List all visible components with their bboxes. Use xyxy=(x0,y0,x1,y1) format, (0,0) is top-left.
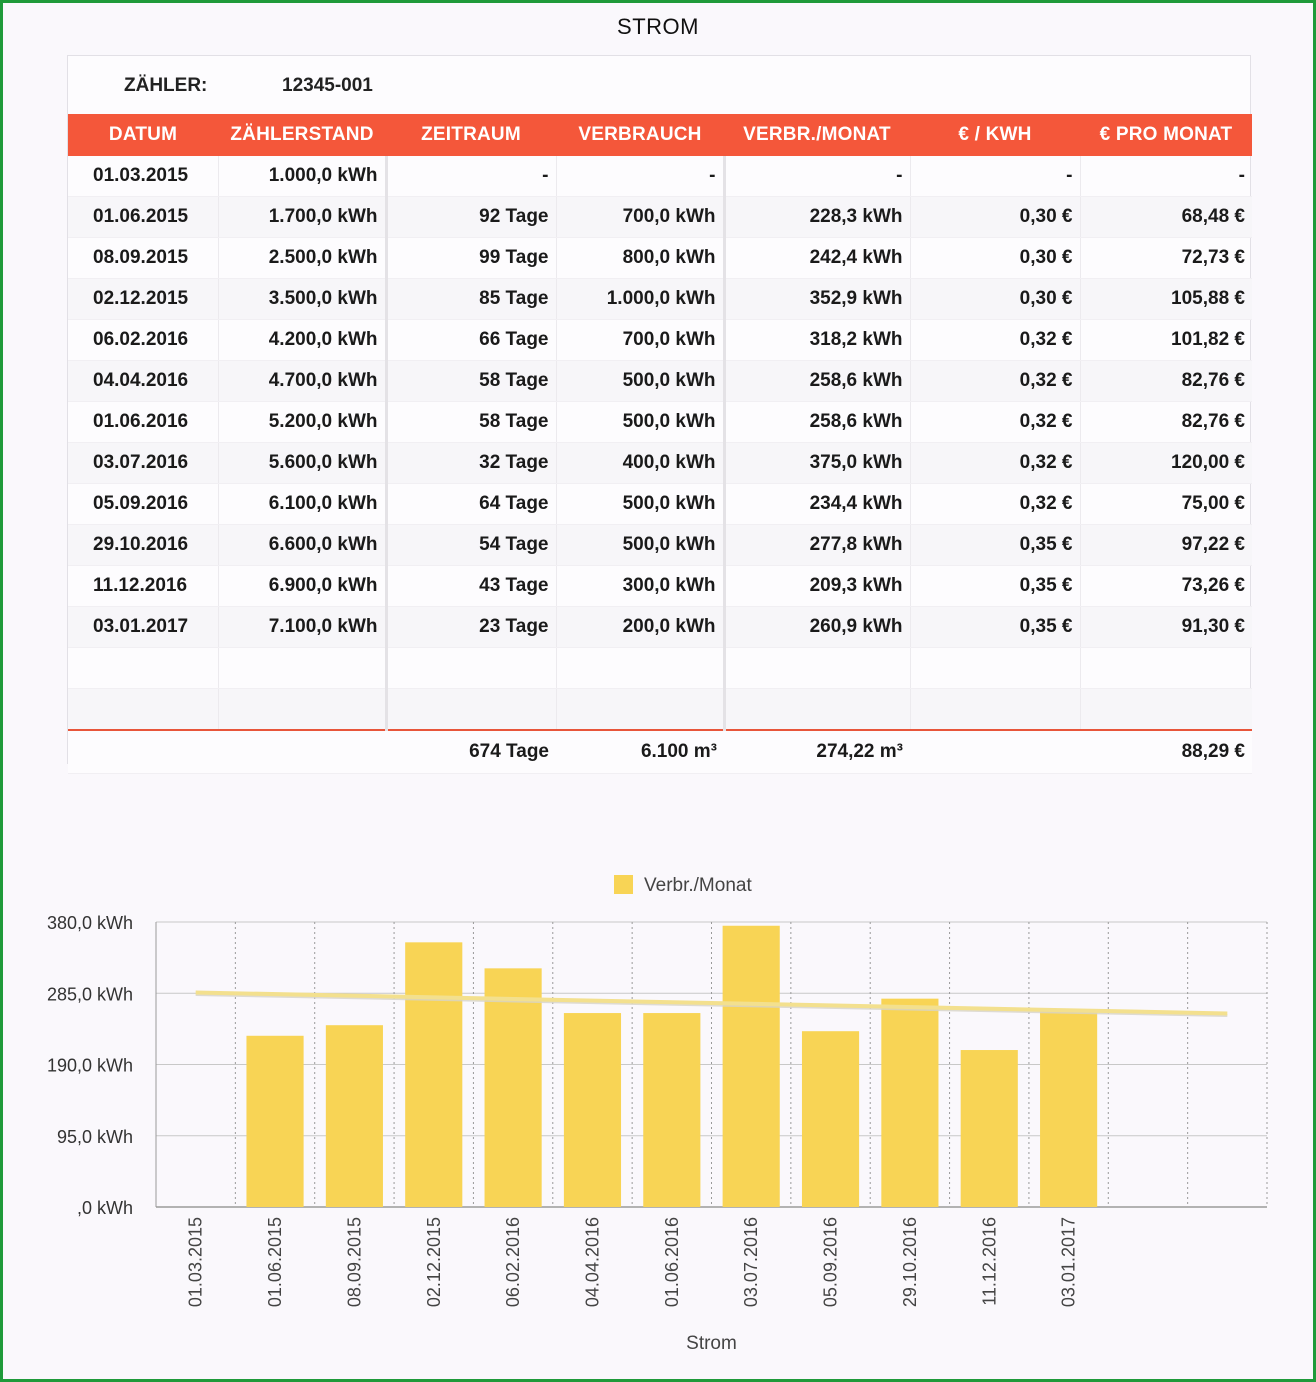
table-cell[interactable]: 85 Tage xyxy=(386,279,556,320)
table-cell[interactable]: 0,30 € xyxy=(910,279,1080,320)
table-cell[interactable]: 105,88 € xyxy=(1080,279,1252,320)
table-cell[interactable] xyxy=(386,648,556,689)
table-cell[interactable] xyxy=(218,648,386,689)
table-cell[interactable]: 400,0 kWh xyxy=(556,443,724,484)
table-cell[interactable]: 6.600,0 kWh xyxy=(218,525,386,566)
table-cell[interactable]: 08.09.2015 xyxy=(68,238,218,279)
x-tick-label: 01.06.2015 xyxy=(265,1217,286,1308)
table-cell[interactable]: 0,35 € xyxy=(910,525,1080,566)
table-cell[interactable]: 58 Tage xyxy=(386,402,556,443)
table-cell[interactable] xyxy=(724,689,910,731)
table-row[interactable] xyxy=(68,443,1252,484)
table-cell[interactable]: 0,32 € xyxy=(910,361,1080,402)
x-tick-label: 29.10.2016 xyxy=(899,1217,920,1308)
x-tick-label: 03.01.2017 xyxy=(1058,1217,1079,1308)
table-cell[interactable]: 03.07.2016 xyxy=(68,443,218,484)
table-cell[interactable]: 82,76 € xyxy=(1080,361,1252,402)
table-row[interactable] xyxy=(68,320,1252,361)
table-cell[interactable]: 700,0 kWh xyxy=(556,197,724,238)
table-cell[interactable]: 64 Tage xyxy=(386,484,556,525)
table-cell[interactable]: 23 Tage xyxy=(386,607,556,648)
meter-row xyxy=(68,56,1250,114)
meter-label: ZÄHLER: xyxy=(124,75,208,96)
table-row[interactable] xyxy=(68,361,1252,402)
bar xyxy=(485,968,542,1207)
y-tick-label: 190,0 kWh xyxy=(46,1055,133,1076)
total-cell: 88,29 € xyxy=(1080,730,1252,774)
table-cell[interactable]: 92 Tage xyxy=(386,197,556,238)
table-cell[interactable]: 300,0 kWh xyxy=(556,566,724,607)
table-cell[interactable]: 258,6 kWh xyxy=(724,361,910,402)
table-cell[interactable]: 3.500,0 kWh xyxy=(218,279,386,320)
table-cell[interactable]: 6.900,0 kWh xyxy=(218,566,386,607)
table-cell[interactable]: 68,48 € xyxy=(1080,197,1252,238)
table-cell[interactable]: 700,0 kWh xyxy=(556,320,724,361)
table-cell[interactable]: 500,0 kWh xyxy=(556,402,724,443)
bar xyxy=(643,1013,700,1207)
column-header[interactable]: VERBR./MONAT xyxy=(724,114,910,156)
total-cell xyxy=(68,730,218,774)
table-row[interactable] xyxy=(68,197,1252,238)
table-cell[interactable]: 375,0 kWh xyxy=(724,443,910,484)
table-cell[interactable]: 234,4 kWh xyxy=(724,484,910,525)
table-cell[interactable] xyxy=(910,689,1080,731)
consumption-sheet xyxy=(67,55,1251,764)
table-cell[interactable]: 11.12.2016 xyxy=(68,566,218,607)
chart-legend[interactable] xyxy=(614,875,752,896)
table-cell[interactable]: 2.500,0 kWh xyxy=(218,238,386,279)
x-tick-label: 03.07.2016 xyxy=(741,1217,762,1308)
page-title: STROM xyxy=(617,14,699,39)
table-cell[interactable]: 0,32 € xyxy=(910,320,1080,361)
table-cell[interactable]: 54 Tage xyxy=(386,525,556,566)
table-cell[interactable]: 260,9 kWh xyxy=(724,607,910,648)
bar xyxy=(1040,1011,1097,1207)
table-cell[interactable]: 32 Tage xyxy=(386,443,556,484)
table-cell[interactable]: 242,4 kWh xyxy=(724,238,910,279)
table-cell[interactable]: 1.000,0 kWh xyxy=(556,279,724,320)
table-cell[interactable] xyxy=(910,648,1080,689)
bar xyxy=(961,1050,1018,1207)
table-cell[interactable]: 4.200,0 kWh xyxy=(218,320,386,361)
table-cell[interactable]: 7.100,0 kWh xyxy=(218,607,386,648)
total-cell xyxy=(910,730,1080,774)
table-cell[interactable]: 04.04.2016 xyxy=(68,361,218,402)
table-cell[interactable]: 6.100,0 kWh xyxy=(218,484,386,525)
table-cell[interactable] xyxy=(556,648,724,689)
table-cell[interactable]: 500,0 kWh xyxy=(556,484,724,525)
table-cell[interactable]: 99 Tage xyxy=(386,238,556,279)
y-tick-label: ,0 kWh xyxy=(76,1198,133,1218)
readings-table xyxy=(68,114,1252,774)
table-cell[interactable]: 82,76 € xyxy=(1080,402,1252,443)
table-cell[interactable]: - xyxy=(556,156,724,197)
table-cell[interactable]: - xyxy=(724,156,910,197)
x-tick-label: 01.06.2016 xyxy=(661,1217,682,1308)
total-cell xyxy=(218,730,386,774)
x-tick-label: 05.09.2016 xyxy=(820,1217,841,1308)
table-cell[interactable]: 0,35 € xyxy=(910,607,1080,648)
table-cell[interactable]: 75,00 € xyxy=(1080,484,1252,525)
table-cell[interactable]: 228,3 kWh xyxy=(724,197,910,238)
table-cell[interactable]: 97,22 € xyxy=(1080,525,1252,566)
table-cell[interactable]: 73,26 € xyxy=(1080,566,1252,607)
bar xyxy=(564,1013,621,1207)
table-cell[interactable]: 66 Tage xyxy=(386,320,556,361)
table-cell[interactable]: 72,73 € xyxy=(1080,238,1252,279)
table-cell[interactable] xyxy=(724,648,910,689)
table-row[interactable] xyxy=(68,238,1252,279)
table-cell[interactable]: 0,35 € xyxy=(910,566,1080,607)
table-cell[interactable]: 209,3 kWh xyxy=(724,566,910,607)
table-cell[interactable] xyxy=(218,689,386,731)
legend-label: Verbr./Monat xyxy=(644,875,752,896)
table-cell[interactable]: 58 Tage xyxy=(386,361,556,402)
column-header[interactable]: € PRO MONAT xyxy=(1080,114,1252,156)
table-cell[interactable]: 0,30 € xyxy=(910,197,1080,238)
table-cell[interactable]: 4.700,0 kWh xyxy=(218,361,386,402)
table-header-row xyxy=(68,114,1252,156)
table-cell[interactable] xyxy=(1080,689,1252,731)
table-cell[interactable]: 800,0 kWh xyxy=(556,238,724,279)
table-cell[interactable]: 500,0 kWh xyxy=(556,525,724,566)
table-cell[interactable]: 06.02.2016 xyxy=(68,320,218,361)
table-cell[interactable]: 277,8 kWh xyxy=(724,525,910,566)
y-tick-label: 285,0 kWh xyxy=(46,984,133,1005)
table-row[interactable] xyxy=(68,402,1252,443)
x-tick-label: 06.02.2016 xyxy=(503,1217,524,1308)
column-header[interactable]: DATUM xyxy=(68,114,218,156)
table-row[interactable] xyxy=(68,648,1252,689)
table-cell[interactable]: 03.01.2017 xyxy=(68,607,218,648)
table-row[interactable] xyxy=(68,484,1252,525)
table-cell[interactable]: 200,0 kWh xyxy=(556,607,724,648)
bar xyxy=(881,999,938,1207)
bar xyxy=(802,1031,859,1207)
column-header[interactable]: € / KWH xyxy=(910,114,1080,156)
table-cell[interactable] xyxy=(1080,648,1252,689)
bar-chart-svg xyxy=(0,860,1316,1360)
consumption-chart xyxy=(0,860,1316,1360)
table-cell[interactable]: 5.200,0 kWh xyxy=(218,402,386,443)
table-row[interactable] xyxy=(68,566,1252,607)
table-row[interactable] xyxy=(68,156,1252,197)
y-tick-label: 95,0 kWh xyxy=(56,1126,133,1147)
table-cell[interactable]: 01.06.2015 xyxy=(68,197,218,238)
table-cell[interactable]: 91,30 € xyxy=(1080,607,1252,648)
table-cell[interactable]: 352,9 kWh xyxy=(724,279,910,320)
total-cell: 674 Tage xyxy=(386,730,556,774)
totals-row xyxy=(68,730,1252,774)
table-cell[interactable]: 5.600,0 kWh xyxy=(218,443,386,484)
table-cell[interactable]: 43 Tage xyxy=(386,566,556,607)
column-header[interactable]: ZÄHLERSTAND xyxy=(218,114,386,156)
table-cell[interactable]: 1.700,0 kWh xyxy=(218,197,386,238)
meter-number[interactable]: 12345-001 xyxy=(282,75,373,96)
x-tick-label: 01.03.2015 xyxy=(185,1217,206,1308)
x-tick-label: 08.09.2015 xyxy=(344,1217,365,1308)
table-cell[interactable]: 02.12.2015 xyxy=(68,279,218,320)
table-cell[interactable] xyxy=(556,689,724,731)
bar xyxy=(246,1036,303,1207)
table-row[interactable] xyxy=(68,607,1252,648)
table-cell[interactable]: 1.000,0 kWh xyxy=(218,156,386,197)
table-cell[interactable]: 01.03.2015 xyxy=(68,156,218,197)
table-cell[interactable] xyxy=(386,689,556,731)
table-cell[interactable]: 120,00 € xyxy=(1080,443,1252,484)
legend-swatch xyxy=(614,875,633,894)
table-cell[interactable]: 318,2 kWh xyxy=(724,320,910,361)
trendline xyxy=(196,993,1228,1014)
table-cell[interactable] xyxy=(68,689,218,731)
table-cell[interactable]: - xyxy=(910,156,1080,197)
table-cell[interactable]: - xyxy=(1080,156,1252,197)
table-cell[interactable]: 05.09.2016 xyxy=(68,484,218,525)
bar xyxy=(723,926,780,1207)
table-cell[interactable]: 0,30 € xyxy=(910,238,1080,279)
table-row[interactable] xyxy=(68,279,1252,320)
column-header[interactable]: ZEITRAUM xyxy=(386,114,556,156)
table-cell[interactable]: 29.10.2016 xyxy=(68,525,218,566)
y-tick-label: 380,0 kWh xyxy=(46,913,133,933)
x-tick-label: 04.04.2016 xyxy=(582,1217,603,1308)
table-cell[interactable]: 0,32 € xyxy=(910,443,1080,484)
table-cell[interactable]: - xyxy=(386,156,556,197)
column-header[interactable]: VERBRAUCH xyxy=(556,114,724,156)
table-cell[interactable]: 0,32 € xyxy=(910,484,1080,525)
table-row[interactable] xyxy=(68,689,1252,731)
table-row[interactable] xyxy=(68,525,1252,566)
table-cell[interactable]: 500,0 kWh xyxy=(556,361,724,402)
table-cell[interactable]: 258,6 kWh xyxy=(724,402,910,443)
x-axis-label: Strom xyxy=(686,1333,737,1354)
x-tick-label: 11.12.2016 xyxy=(979,1217,1000,1306)
bar xyxy=(405,942,462,1207)
table-cell[interactable]: 0,32 € xyxy=(910,402,1080,443)
x-tick-label: 02.12.2015 xyxy=(423,1217,444,1308)
table-cell[interactable]: 101,82 € xyxy=(1080,320,1252,361)
total-cell: 6.100 m³ xyxy=(556,730,724,774)
table-cell[interactable]: 01.06.2016 xyxy=(68,402,218,443)
total-cell: 274,22 m³ xyxy=(724,730,910,774)
table-cell[interactable] xyxy=(68,648,218,689)
bar xyxy=(326,1025,383,1207)
